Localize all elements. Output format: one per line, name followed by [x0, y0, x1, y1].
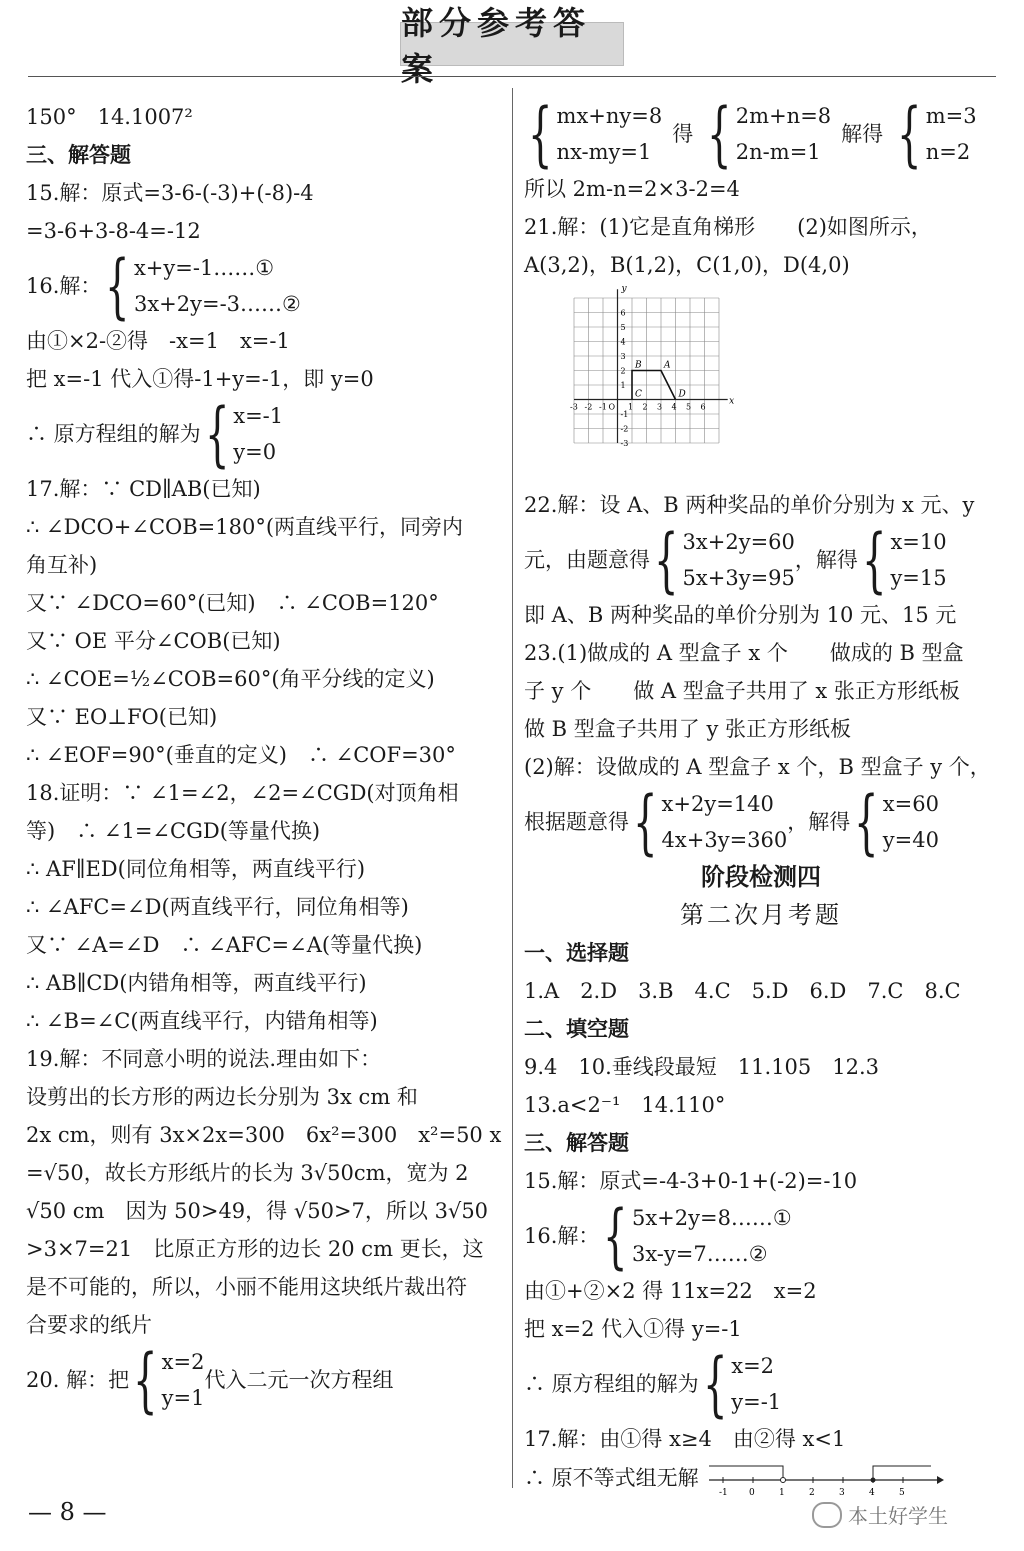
page-number: — 8 — [28, 1498, 107, 1526]
equation-row [26, 245, 500, 327]
equation-line: y=-1 [731, 1390, 782, 1414]
equation-line: 3x+2y=60 [682, 530, 795, 554]
brace: { [707, 93, 732, 175]
left-column [26, 98, 502, 1421]
brace: { [861, 519, 887, 601]
equation-line: m=3 [925, 104, 977, 128]
equation-line: 5x+2y=8……① [631, 1206, 792, 1230]
answer-line: 17.解：∵ CD∥AB(已知) [26, 477, 261, 501]
brace: { [105, 245, 130, 327]
brace: { [528, 93, 553, 175]
equation-line: n=2 [925, 140, 971, 164]
equation-line: 3x-y=7……② [631, 1242, 768, 1266]
equation-row [524, 519, 998, 601]
tick-label: 2 [808, 1488, 815, 1498]
y-tick-label: 6 [620, 308, 626, 318]
answer-line: ∴ ∠B=∠C(两直线平行，内错角相等) [26, 1009, 378, 1033]
answer-line: ∴ 原不等式组无解 [524, 1466, 699, 1490]
answer-line: ∴ ∠EOF=90°(垂直的定义) ∴ ∠COF=30° [26, 743, 456, 767]
y-tick-label: 1 [620, 381, 626, 390]
solution-range-left [709, 1466, 783, 1480]
answer-line: A(3,2)，B(1,2)，C(1,0)，D(4,0) [524, 253, 850, 277]
origin-label: O [608, 402, 616, 412]
equation-prefix: ∴ 原方程组的解为 [26, 422, 201, 446]
x-tick-label: 3 [657, 402, 663, 412]
equation-prefix: 16.解： [524, 1224, 600, 1248]
tick-label: 5 [898, 1488, 905, 1498]
equation-line: 3x+2y=-3……② [133, 292, 301, 316]
brace: { [633, 781, 658, 863]
equation-suffix: ，解得 [787, 810, 851, 834]
equation-row [524, 1458, 998, 1498]
answer-line: 所以 2m-n=2×3-2=4 [524, 177, 740, 201]
equation-line: x=10 [890, 530, 947, 554]
equation-line: x=-1 [233, 404, 284, 428]
answer-line: 二、填空题 [524, 1016, 629, 1041]
closed-point [870, 1478, 875, 1483]
equation-line: 2m+n=8 [735, 104, 832, 128]
watermark-text: 本土好学生 [848, 1504, 948, 1528]
equation-line: y=0 [233, 440, 277, 464]
equation-line: nx-my=1 [556, 140, 652, 164]
y-tick-label: -1 [620, 410, 629, 419]
number-line [705, 1458, 945, 1498]
answer-line: 又∵ EO⊥FO(已知) [26, 705, 218, 729]
point-label: A [664, 360, 671, 371]
answer-line: 合要求的纸片 [26, 1313, 152, 1337]
answer-line: 150° 14.1007² [26, 105, 193, 129]
equation-row [524, 93, 998, 175]
answer-line: ∴ AB∥CD(内错角相等，两直线平行) [26, 971, 367, 995]
equation-line: x+y=-1……① [133, 256, 275, 280]
y-tick-label: 4 [620, 337, 626, 347]
answer-line: 设剪出的长方形的两边长分别为 3x cm 和 [26, 1085, 418, 1109]
answer-line: 一、选择题 [524, 940, 629, 965]
equation-line: mx+ny=8 [556, 104, 663, 128]
x-tick-label: 4 [671, 402, 677, 412]
equation-suffix: 代入二元一次方程组 [204, 1368, 394, 1392]
answer-line: 把 x=2 代入①得 y=-1 [524, 1317, 742, 1341]
answer-line: 9.4 10.垂线段最短 11.105 12.3 [524, 1055, 880, 1079]
brace: { [204, 393, 230, 475]
equation-row [524, 1195, 998, 1277]
answer-line: 做 B 型盒子共用了 y 张正方形纸板 [524, 717, 851, 741]
answer-line: 由①+②×2 得 11x=22 x=2 [524, 1279, 817, 1303]
answer-line: ∴ ∠COE=½∠COB=60°(角平分线的定义) [26, 667, 435, 691]
point-label: D [678, 389, 686, 400]
right-column [524, 93, 998, 1498]
equation-prefix: 根据题意得 [524, 810, 629, 834]
answer-line: =√50，故长方形纸片的长为 3√50cm，宽为 2 [26, 1161, 469, 1185]
equation-row [524, 781, 998, 863]
equation-line: y=1 [161, 1386, 205, 1410]
equation-row [524, 1343, 998, 1425]
page-header-title: 部分参考答案 [400, 22, 624, 66]
equation-line: 4x+3y=360 [661, 828, 788, 852]
brace: { [603, 1195, 628, 1277]
answer-line: 21.解：(1)它是直角梯形 (2)如图所示， [524, 215, 932, 239]
answer-line: 是不可能的，所以，小丽不能用这块纸片裁出符 [26, 1275, 467, 1299]
answer-line: =3-6+3-8-4=-12 [26, 219, 201, 243]
brace: { [897, 93, 922, 175]
tick-label: -1 [718, 1488, 728, 1498]
equation-suffix: ，解得 [794, 548, 858, 572]
answer-line: 15.解：原式=3-6-(-3)+(-8)-4 [26, 181, 314, 205]
answer-line: >3×7=21 比原正方形的边长 20 cm 更长，这 [26, 1237, 484, 1261]
answer-line: ∴ ∠DCO+∠COB=180°(两直线平行，同旁内 [26, 515, 464, 539]
answer-line: 三、解答题 [524, 1130, 629, 1155]
equation-prefix: 元，由题意得 [524, 548, 650, 572]
answer-line: 又∵ ∠A=∠D ∴ ∠AFC=∠A(等量代换) [26, 933, 423, 957]
tick-label: 4 [868, 1488, 875, 1498]
section-subtitle: 第二次月考题 [680, 901, 842, 929]
answer-line: √50 cm 因为 50>49，得 √50>7，所以 3√50 [26, 1199, 489, 1223]
equation-line: 5x+3y=95 [682, 566, 795, 590]
answer-line: 13.a<2⁻¹ 14.110° [524, 1093, 726, 1117]
answer-line: 三、解答题 [26, 142, 131, 167]
y-axis-label: y [621, 283, 627, 294]
equation-prefix: 20. 解：把 [26, 1368, 130, 1392]
tick-label: 1 [778, 1488, 785, 1498]
equation-line: x=2 [161, 1350, 205, 1374]
y-tick-label: -2 [620, 424, 629, 434]
solution-range-right [873, 1466, 931, 1480]
answer-line: 把 x=-1 代入①得-1+y=-1，即 y=0 [26, 367, 374, 391]
x-tick-label: -2 [584, 402, 593, 412]
y-tick-label: 5 [620, 323, 626, 332]
answer-line: 由①×2-②得 -x=1 x=-1 [26, 329, 290, 353]
tick-label: 0 [748, 1488, 755, 1498]
equation-line: x+2y=140 [661, 792, 774, 816]
answer-line: 23.(1)做成的 A 型盒子 x 个 做成的 B 型盒 [524, 641, 964, 665]
x-tick-label: 5 [686, 402, 692, 412]
answer-line: ∴ ∠AFC=∠D(两直线平行，同位角相等) [26, 895, 409, 919]
answer-line: 2x cm，则有 3x×2x=300 6x²=300 x²=50 x [26, 1123, 502, 1147]
wechat-icon [812, 1502, 842, 1528]
answer-line: (2)解：设做成的 A 型盒子 x 个，B 型盒子 y 个， [524, 755, 991, 779]
answer-line: 又∵ ∠DCO=60°(已知) ∴ ∠COB=120° [26, 591, 439, 615]
equation-prefix: ∴ 原方程组的解为 [524, 1372, 699, 1396]
x-tick-label: 1 [628, 402, 634, 412]
answer-line: 等) ∴ ∠1=∠CGD(等量代换) [26, 819, 321, 843]
open-point [780, 1478, 785, 1483]
answer-line: 1.A 2.D 3.B 4.C 5.D 6.D 7.C 8.C [524, 979, 961, 1003]
equation-row [26, 1339, 500, 1421]
equation-line: y=15 [890, 566, 947, 590]
brace: { [654, 519, 679, 601]
connector-text: 解得 [841, 122, 884, 146]
brace: { [702, 1343, 728, 1425]
equation-prefix: 16.解： [26, 274, 102, 298]
answer-line: 19.解：不同意小明的说法.理由如下： [26, 1047, 382, 1071]
x-tick-label: -1 [599, 402, 607, 412]
tick-label: 3 [838, 1488, 845, 1498]
y-tick-label: 3 [620, 352, 626, 361]
answer-line: 17.解：由①得 x≥4 由②得 x<1 [524, 1427, 846, 1451]
equation-line: 2n-m=1 [735, 140, 821, 164]
section-title: 阶段检测四 [701, 862, 821, 891]
answer-line: 即 A、B 两种奖品的单价分别为 10 元、15 元 [524, 603, 957, 627]
y-tick-label: -3 [620, 439, 629, 448]
point-label: B [635, 360, 642, 371]
header-divider [28, 76, 996, 77]
equation-line: x=60 [882, 792, 939, 816]
brace: { [854, 781, 879, 863]
answer-line: 子 y 个 做 A 型盒子共用了 x 张正方形纸板 [524, 679, 960, 703]
answer-line: 15.解：原式=-4-3+0-1+(-2)=-10 [524, 1169, 858, 1193]
answer-line: ∴ AF∥ED(同位角相等，两直线平行) [26, 857, 366, 881]
answer-line: 18.证明：∵ ∠1=∠2，∠2=∠CGD(对顶角相 [26, 781, 459, 805]
answer-line: 角互补) [26, 553, 98, 577]
watermark [812, 1500, 948, 1529]
point-label: C [635, 389, 642, 400]
x-tick-label: 6 [700, 402, 706, 412]
x-tick-label: 2 [642, 402, 648, 412]
equation-line: x=2 [731, 1354, 775, 1378]
equation-line: y=40 [882, 828, 939, 852]
x-tick-label: -3 [570, 402, 578, 412]
equation-row [26, 393, 500, 475]
answer-line: 22.解：设 A、B 两种奖品的单价分别为 x 元、y [524, 493, 975, 517]
brace: { [133, 1339, 158, 1421]
column-divider [512, 88, 513, 1488]
connector-text: 得 [672, 122, 694, 146]
answer-line: 又∵ OE 平分∠COB(已知) [26, 629, 281, 653]
arrow-icon [937, 1476, 944, 1484]
coordinate-figure [534, 283, 735, 468]
y-tick-label: 2 [620, 366, 626, 376]
x-axis-label: x [729, 396, 735, 407]
